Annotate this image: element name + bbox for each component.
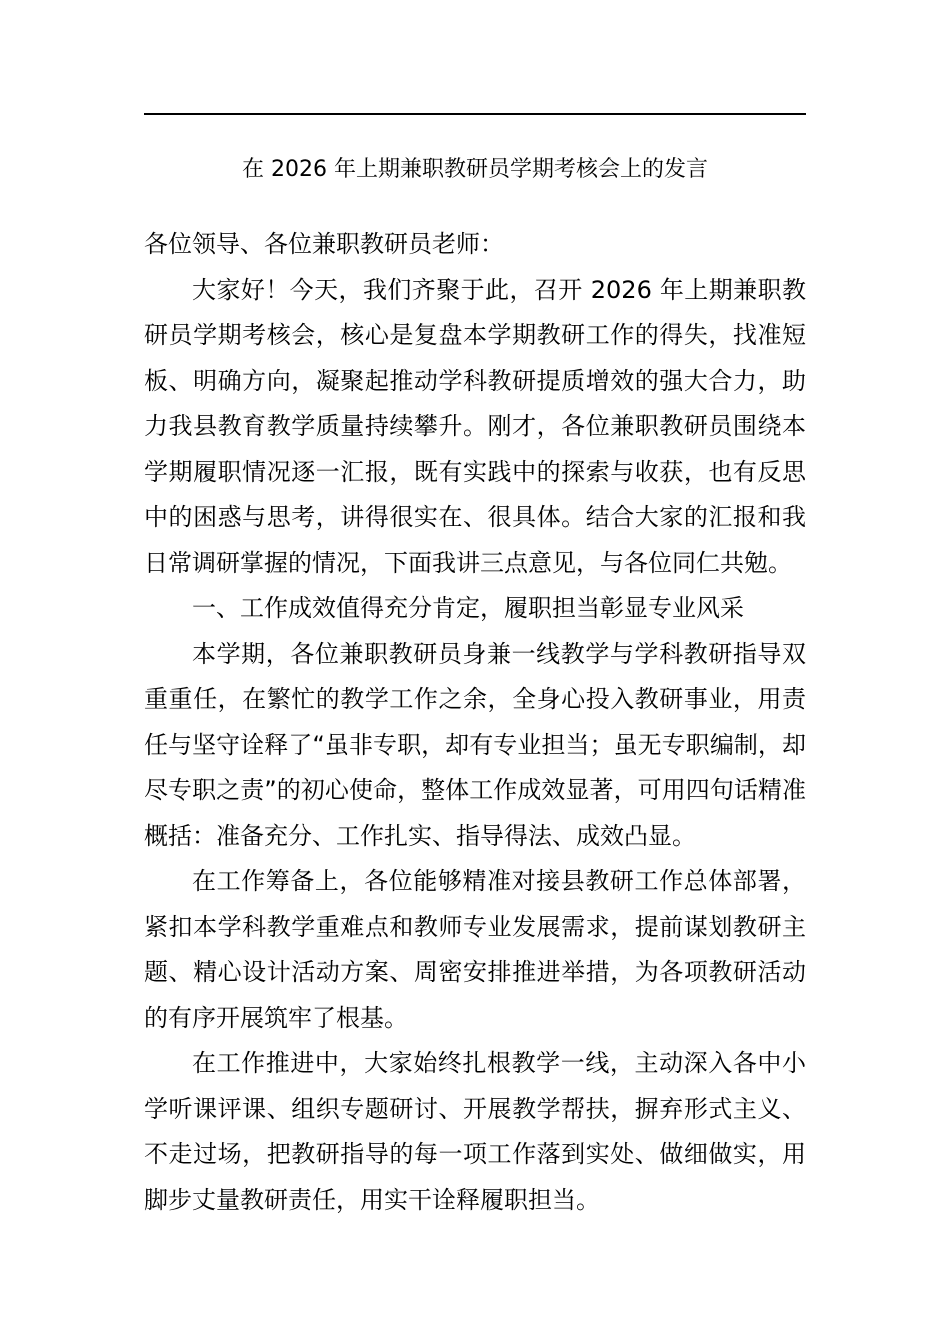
- salutation: 各位领导、各位兼职教研员老师：: [144, 230, 504, 258]
- document-title: 在 2026 年上期兼职教研员学期考核会上的发言: [242, 157, 708, 182]
- paragraph-opening: 大家好！今天，我们齐聚于此，召开 2026 年上期兼职教研员学期考核会，核心是复盘本学期教研工作的得失，找准短板、明确方向，凝聚起推动学科教研提质增效的强大合力，助力我县教育教学质量持续攀升。刚才，各位兼职教研员围绕本学期履职情况逐一汇报，既有实践中的探索与收获，也有反思中的困惑与思考，讲得很实在、很具体。结合大家的汇报和我日常调研掌握的情况，下面我讲三点意见，与各位同仁共勉。: [144, 275, 806, 577]
- section-heading-1: 一、工作成效值得充分肯定，履职担当彰显专业风采: [192, 594, 744, 622]
- header-rule: [144, 113, 806, 115]
- paragraph-preparation: 在工作筹备上，各位能够精准对接县教研工作总体部署，紧扣本学科教学重难点和教师专业发展需求，提前谋划教研主题、精心设计活动方案、周密安排推进举措，为各项教研活动的有序开展筑牢了根基。: [144, 867, 806, 1032]
- document-body: [144, 222, 806, 1223]
- paragraph-implementation: 在工作推进中，大家始终扎根教学一线，主动深入各中小学听课评课、组织专题研讨、开展教学帮扶，摒弃形式主义、不走过场，把教研指导的每一项工作落到实处、做细做实，用脚步丈量教研责任，用实干诠释履职担当。: [144, 1049, 806, 1214]
- paragraph-achievements: 本学期，各位兼职教研员身兼一线教学与学科教研指导双重重任，在繁忙的教学工作之余，全身心投入教研事业，用责任与坚守诠释了“虽非专职，却有专业担当；虽无专职编制，却尽专职之责”的初心使命，整体工作成效显著，可用四句话精准概括：准备充分、工作扎实、指导得法、成效凸显。: [144, 639, 806, 850]
